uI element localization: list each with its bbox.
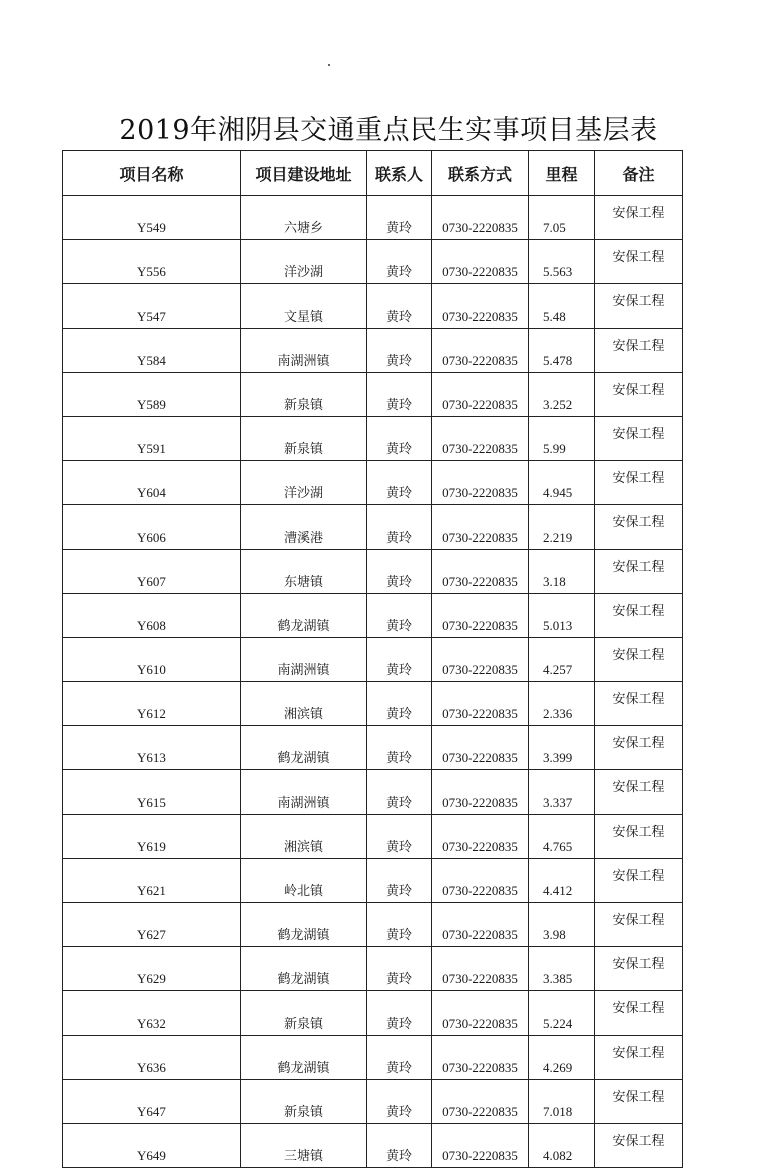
cell-project-address: 南湖洲镇: [241, 637, 367, 681]
cell-project-name: Y607: [63, 549, 241, 593]
table-row: [63, 1123, 683, 1167]
cell-contact-phone: 0730-2220835: [432, 196, 529, 240]
cell-project-address: 三塘镇: [241, 1123, 367, 1167]
cell-contact-person: 黄玲: [367, 682, 432, 726]
cell-contact-phone: 0730-2220835: [432, 726, 529, 770]
cell-contact-phone: 0730-2220835: [432, 682, 529, 726]
cell-contact-person: 黄玲: [367, 1079, 432, 1123]
project-table: [62, 150, 683, 1168]
cell-note: 安保工程: [595, 505, 683, 549]
cell-mileage: 4.269: [529, 1035, 595, 1079]
table-body: [63, 196, 683, 1168]
table-row: [63, 903, 683, 947]
table-row: [63, 505, 683, 549]
table-row: [63, 770, 683, 814]
cell-note: 安保工程: [595, 637, 683, 681]
cell-note: 安保工程: [595, 1035, 683, 1079]
cell-project-name: Y612: [63, 682, 241, 726]
cell-project-address: 岭北镇: [241, 858, 367, 902]
cell-mileage: 3.18: [529, 549, 595, 593]
cell-contact-phone: 0730-2220835: [432, 461, 529, 505]
table-row: [63, 682, 683, 726]
cell-contact-person: 黄玲: [367, 593, 432, 637]
cell-project-name: Y627: [63, 903, 241, 947]
cell-contact-person: 黄玲: [367, 947, 432, 991]
cell-project-name: Y556: [63, 240, 241, 284]
cell-project-address: 东塘镇: [241, 549, 367, 593]
cell-mileage: 5.224: [529, 991, 595, 1035]
cell-contact-phone: 0730-2220835: [432, 505, 529, 549]
cell-mileage: 3.399: [529, 726, 595, 770]
cell-mileage: 4.412: [529, 858, 595, 902]
table-row: [63, 593, 683, 637]
header-project-name: 项目名称: [63, 151, 241, 196]
cell-mileage: 7.05: [529, 196, 595, 240]
project-table-container: [62, 150, 682, 1168]
cell-mileage: 5.563: [529, 240, 595, 284]
cell-project-address: 鹤龙湖镇: [241, 1035, 367, 1079]
cell-contact-phone: 0730-2220835: [432, 1123, 529, 1167]
cell-mileage: 3.252: [529, 372, 595, 416]
cell-project-address: 南湖洲镇: [241, 770, 367, 814]
table-row: [63, 549, 683, 593]
table-row: [63, 284, 683, 328]
cell-contact-person: 黄玲: [367, 372, 432, 416]
cell-note: 安保工程: [595, 991, 683, 1035]
cell-note: 安保工程: [595, 461, 683, 505]
cell-mileage: 4.257: [529, 637, 595, 681]
header-contact-person: 联系人: [367, 151, 432, 196]
cell-contact-person: 黄玲: [367, 637, 432, 681]
cell-mileage: 3.337: [529, 770, 595, 814]
cell-project-address: 鹤龙湖镇: [241, 903, 367, 947]
table-header-row: [63, 151, 683, 196]
cell-note: 安保工程: [595, 770, 683, 814]
cell-project-name: Y606: [63, 505, 241, 549]
cell-contact-phone: 0730-2220835: [432, 328, 529, 372]
cell-contact-phone: 0730-2220835: [432, 549, 529, 593]
cell-note: 安保工程: [595, 196, 683, 240]
cell-note: 安保工程: [595, 726, 683, 770]
header-project-address: 项目建设地址: [241, 151, 367, 196]
table-row: [63, 637, 683, 681]
cell-project-name: Y613: [63, 726, 241, 770]
cell-project-name: Y547: [63, 284, 241, 328]
cell-project-name: Y589: [63, 372, 241, 416]
cell-project-address: 漕溪港: [241, 505, 367, 549]
cell-contact-person: 黄玲: [367, 903, 432, 947]
cell-mileage: 5.48: [529, 284, 595, 328]
cell-contact-person: 黄玲: [367, 1035, 432, 1079]
table-row: [63, 991, 683, 1035]
table-row: [63, 461, 683, 505]
page-title: 2019年湘阴县交通重点民生实事项目基层表: [119, 115, 658, 146]
cell-project-name: Y610: [63, 637, 241, 681]
cell-contact-phone: 0730-2220835: [432, 858, 529, 902]
cell-mileage: 4.082: [529, 1123, 595, 1167]
cell-project-name: Y549: [63, 196, 241, 240]
cell-contact-person: 黄玲: [367, 549, 432, 593]
cell-note: 安保工程: [595, 682, 683, 726]
cell-contact-person: 黄玲: [367, 461, 432, 505]
cell-project-name: Y649: [63, 1123, 241, 1167]
cell-project-address: 文星镇: [241, 284, 367, 328]
cell-mileage: 3.385: [529, 947, 595, 991]
table-row: [63, 726, 683, 770]
cell-project-name: Y636: [63, 1035, 241, 1079]
cell-contact-phone: 0730-2220835: [432, 416, 529, 460]
cell-project-address: 洋沙湖: [241, 461, 367, 505]
cell-contact-phone: 0730-2220835: [432, 1079, 529, 1123]
cell-note: 安保工程: [595, 1123, 683, 1167]
cell-note: 安保工程: [595, 903, 683, 947]
cell-contact-phone: 0730-2220835: [432, 903, 529, 947]
cell-mileage: 2.219: [529, 505, 595, 549]
cell-note: 安保工程: [595, 328, 683, 372]
header-contact-phone: 联系方式: [432, 151, 529, 196]
cell-project-address: 鹤龙湖镇: [241, 726, 367, 770]
cell-note: 安保工程: [595, 416, 683, 460]
cell-note: 安保工程: [595, 284, 683, 328]
cell-note: 安保工程: [595, 1079, 683, 1123]
cell-note: 安保工程: [595, 549, 683, 593]
cell-project-address: 湘滨镇: [241, 682, 367, 726]
cell-contact-phone: 0730-2220835: [432, 372, 529, 416]
header-note: 备注: [595, 151, 683, 196]
cell-project-name: Y608: [63, 593, 241, 637]
cell-project-name: Y615: [63, 770, 241, 814]
cell-project-address: 新泉镇: [241, 416, 367, 460]
table-row: [63, 240, 683, 284]
cell-contact-person: 黄玲: [367, 416, 432, 460]
cell-contact-phone: 0730-2220835: [432, 770, 529, 814]
cell-project-address: 洋沙湖: [241, 240, 367, 284]
cell-project-address: 鹤龙湖镇: [241, 593, 367, 637]
table-row: [63, 947, 683, 991]
cell-contact-phone: 0730-2220835: [432, 284, 529, 328]
cell-contact-phone: 0730-2220835: [432, 814, 529, 858]
cell-project-name: Y619: [63, 814, 241, 858]
cell-contact-person: 黄玲: [367, 505, 432, 549]
cell-note: 安保工程: [595, 593, 683, 637]
cell-contact-phone: 0730-2220835: [432, 240, 529, 284]
cell-project-name: Y604: [63, 461, 241, 505]
cell-contact-person: 黄玲: [367, 196, 432, 240]
cell-note: 安保工程: [595, 947, 683, 991]
cell-contact-person: 黄玲: [367, 284, 432, 328]
cell-project-name: Y591: [63, 416, 241, 460]
cell-contact-person: 黄玲: [367, 1123, 432, 1167]
cell-note: 安保工程: [595, 858, 683, 902]
cell-mileage: 5.99: [529, 416, 595, 460]
cell-mileage: 5.013: [529, 593, 595, 637]
cell-project-address: 新泉镇: [241, 1079, 367, 1123]
cell-project-address: 鹤龙湖镇: [241, 947, 367, 991]
table-row: [63, 196, 683, 240]
cell-project-name: Y647: [63, 1079, 241, 1123]
table-row: [63, 814, 683, 858]
cell-contact-phone: 0730-2220835: [432, 1035, 529, 1079]
cell-note: 安保工程: [595, 240, 683, 284]
cell-contact-person: 黄玲: [367, 328, 432, 372]
table-row: [63, 1035, 683, 1079]
cell-mileage: 3.98: [529, 903, 595, 947]
cell-project-address: 湘滨镇: [241, 814, 367, 858]
cell-project-name: Y629: [63, 947, 241, 991]
cell-contact-phone: 0730-2220835: [432, 947, 529, 991]
scan-speck: [328, 64, 330, 66]
cell-contact-person: 黄玲: [367, 991, 432, 1035]
cell-contact-person: 黄玲: [367, 770, 432, 814]
cell-mileage: 7.018: [529, 1079, 595, 1123]
cell-mileage: 2.336: [529, 682, 595, 726]
cell-project-name: Y632: [63, 991, 241, 1035]
table-row: [63, 328, 683, 372]
table-row: [63, 372, 683, 416]
cell-contact-person: 黄玲: [367, 814, 432, 858]
cell-project-name: Y584: [63, 328, 241, 372]
cell-contact-phone: 0730-2220835: [432, 593, 529, 637]
cell-mileage: 5.478: [529, 328, 595, 372]
table-row: [63, 858, 683, 902]
cell-project-name: Y621: [63, 858, 241, 902]
cell-project-address: 新泉镇: [241, 991, 367, 1035]
table-row: [63, 416, 683, 460]
cell-contact-person: 黄玲: [367, 726, 432, 770]
cell-contact-phone: 0730-2220835: [432, 637, 529, 681]
header-mileage: 里程: [529, 151, 595, 196]
cell-contact-person: 黄玲: [367, 240, 432, 284]
cell-project-address: 新泉镇: [241, 372, 367, 416]
cell-note: 安保工程: [595, 814, 683, 858]
cell-contact-person: 黄玲: [367, 858, 432, 902]
cell-project-address: 南湖洲镇: [241, 328, 367, 372]
cell-note: 安保工程: [595, 372, 683, 416]
cell-project-address: 六塘乡: [241, 196, 367, 240]
cell-contact-phone: 0730-2220835: [432, 991, 529, 1035]
table-row: [63, 1079, 683, 1123]
cell-mileage: 4.765: [529, 814, 595, 858]
cell-mileage: 4.945: [529, 461, 595, 505]
